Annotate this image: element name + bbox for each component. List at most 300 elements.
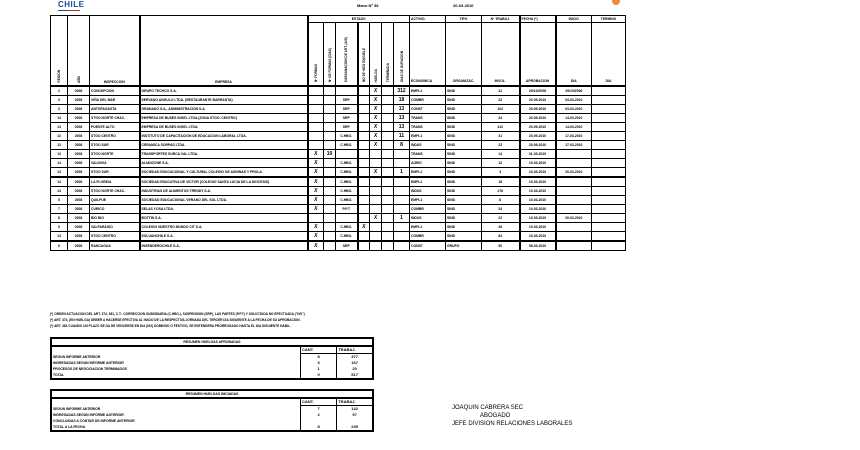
table-row bbox=[51, 196, 626, 205]
cell-anio: 2008 bbox=[68, 205, 90, 214]
cell-subs: C.HBO. bbox=[336, 159, 358, 168]
cell-empresa: INDUSTRIAS DE ALIMENTOS TRENDY S.A. bbox=[140, 187, 308, 196]
cell-formas: X bbox=[308, 177, 324, 187]
cell-anio: 2008 bbox=[68, 123, 90, 132]
cell-tipo: SIND bbox=[446, 150, 482, 159]
cell-aprobacion: 20-09-2010 bbox=[520, 132, 556, 141]
cell-region: 13 bbox=[51, 187, 68, 196]
table-row bbox=[51, 96, 626, 105]
cell-anio: 2008 bbox=[68, 86, 90, 96]
cell-subs: P.P.T bbox=[336, 205, 358, 214]
cell-huelga: X bbox=[370, 168, 382, 178]
cell-inspeccion: STGO NORTE CHAC. bbox=[90, 187, 140, 196]
cell-huelga bbox=[370, 177, 382, 187]
cell-actividad: TRANS bbox=[410, 150, 446, 159]
cell-region: 13 bbox=[51, 232, 68, 242]
cell-tipo: SIND bbox=[446, 141, 482, 150]
col-empresa: EMPRESA bbox=[140, 16, 308, 87]
cell-subs bbox=[336, 86, 358, 96]
cell-tipo: SIND bbox=[446, 196, 482, 205]
cell-inspeccion: STGO NORTE bbox=[90, 150, 140, 159]
cell-huelga bbox=[370, 196, 382, 205]
col-trabaj-top: Nº TRABAJ. bbox=[482, 16, 520, 23]
institution-logo-icon bbox=[612, 0, 620, 5]
cell-subs: C.HBO. bbox=[336, 187, 358, 196]
cell-inspeccion: VIÑA DEL MAR bbox=[90, 96, 140, 105]
cell-actividad: EMPL1 bbox=[410, 86, 446, 96]
cell-huelga bbox=[370, 241, 382, 251]
cell-duracion: 312 bbox=[394, 86, 410, 96]
cell-formas bbox=[308, 96, 324, 105]
cell-trabaj: 12 bbox=[482, 159, 520, 168]
cell-dias bbox=[324, 241, 336, 251]
cell-actividad: EMPL1 bbox=[410, 196, 446, 205]
cell-trabaj: 34 bbox=[482, 114, 520, 123]
summary-approved-title: RESUMEN HUELGAS APROBADAS bbox=[51, 338, 373, 346]
summary-cant: 3 bbox=[301, 360, 337, 366]
cell-dias bbox=[324, 123, 336, 132]
cell-tipo: SIND bbox=[446, 223, 482, 232]
cell-noexig bbox=[358, 241, 370, 251]
cell-duracion bbox=[394, 177, 410, 187]
cell-termino bbox=[592, 96, 626, 105]
cell-inicio: 14-03-2010 bbox=[556, 114, 592, 123]
cell-tipo: SIND bbox=[446, 232, 482, 242]
cell-dias bbox=[324, 232, 336, 242]
col-actividad-top: ACTIVID. bbox=[410, 16, 446, 23]
cell-actividad: COMBR bbox=[410, 96, 446, 105]
col-dias: Nº DE FORMAS (DIAS) bbox=[324, 23, 336, 87]
cell-inspeccion: PUENTE ALTO bbox=[90, 123, 140, 132]
cell-duracion bbox=[394, 159, 410, 168]
cell-dias bbox=[324, 196, 336, 205]
cell-anio: 2008 bbox=[68, 223, 90, 232]
table-row bbox=[51, 232, 626, 242]
col-inspeccion: INSPECCION bbox=[90, 16, 140, 87]
cell-termino bbox=[592, 132, 626, 141]
cell-termino bbox=[592, 196, 626, 205]
col-terminada: TERMINADA bbox=[382, 23, 394, 87]
summary-approved-table bbox=[50, 337, 374, 380]
cell-huelga: X bbox=[370, 214, 382, 223]
col-formas: Nº FORMAS bbox=[308, 23, 324, 87]
cell-formas: X bbox=[308, 159, 324, 168]
cell-term bbox=[382, 141, 394, 150]
cell-term bbox=[382, 132, 394, 141]
cell-noexig bbox=[358, 96, 370, 105]
cell-region: 3 bbox=[51, 105, 68, 114]
col-termino-top: TERMINO bbox=[592, 16, 626, 23]
cell-duracion bbox=[394, 223, 410, 232]
cell-term bbox=[382, 114, 394, 123]
cell-actividad: CONST bbox=[410, 241, 446, 251]
cell-trabaj: 3 bbox=[482, 168, 520, 178]
cell-actividad: EMPL1 bbox=[410, 177, 446, 187]
cell-term bbox=[382, 214, 394, 223]
cell-region: 14 bbox=[51, 159, 68, 168]
cell-aprobacion: 10-03-2010 bbox=[520, 205, 556, 214]
cell-anio: 2008 bbox=[68, 214, 90, 223]
cell-region: 5 bbox=[51, 223, 68, 232]
cell-inicio bbox=[556, 232, 592, 242]
cell-inicio bbox=[556, 223, 592, 232]
summary-trabaj: 97 bbox=[337, 412, 373, 418]
cell-termino bbox=[592, 86, 626, 96]
col-actividad: ECONOMICA bbox=[410, 23, 446, 87]
cell-subs: SRP bbox=[336, 123, 358, 132]
summary-label: SEGUN INFORME ANTERIOR bbox=[53, 354, 101, 359]
cell-noexig bbox=[358, 187, 370, 196]
footnote: (*) ORDEN ACTUACION DEL ART. 374, 381, C.T.: CORRECCION SUBSIDIARIA (C.HBO.), SUSPENSION (SRP), LAS PARTES (P.P.T) Y SOLICITADA NO EFECTUADA ("NO") bbox=[50, 312, 305, 316]
strikes-table bbox=[50, 15, 626, 251]
cell-termino bbox=[592, 232, 626, 242]
cell-actividad: TRANS bbox=[410, 123, 446, 132]
cell-aprobacion: 20-09-2010 bbox=[520, 123, 556, 132]
cell-region: 6 bbox=[51, 241, 68, 251]
col-aprobacion: APROBACION bbox=[520, 23, 556, 87]
cell-inspeccion: CONCEPCION bbox=[90, 86, 140, 96]
cell-subs: SRP bbox=[336, 105, 358, 114]
cell-huelga: X bbox=[370, 123, 382, 132]
cell-termino bbox=[592, 141, 626, 150]
cell-inspeccion: STGO CENTRO bbox=[90, 132, 140, 141]
cell-noexig bbox=[358, 86, 370, 96]
cell-empresa: ALIANZONE S.A. bbox=[140, 159, 308, 168]
cell-aprobacion: 10-03-2010 bbox=[520, 168, 556, 178]
summary-cant: 2 bbox=[301, 412, 337, 418]
cell-term bbox=[382, 105, 394, 114]
cell-dias bbox=[324, 168, 336, 178]
cell-tipo: SIND bbox=[446, 214, 482, 223]
cell-empresa: SOCIEDAD EDUCACIONAL Y CULTURAL COLEGIO DE ANDINAS Y PROLA. bbox=[140, 168, 308, 178]
cell-inicio bbox=[556, 187, 592, 196]
cell-duracion bbox=[394, 187, 410, 196]
col-subsanacion: SUBSANACION DE ART. (A/S) bbox=[336, 23, 358, 87]
cell-termino bbox=[592, 168, 626, 178]
cell-actividad: EMPL1 bbox=[410, 168, 446, 178]
cell-formas: X bbox=[308, 168, 324, 178]
cell-trabaj: 22 bbox=[482, 141, 520, 150]
cell-duracion bbox=[394, 241, 410, 251]
table-row bbox=[51, 159, 626, 168]
col-anio: AÑO bbox=[68, 16, 90, 87]
cell-anio: 2008 bbox=[68, 132, 90, 141]
cell-actividad: EMPL1 bbox=[410, 223, 446, 232]
summary-label: INGRESADAS SEGUN INFORME ANTERIOR bbox=[53, 413, 124, 417]
cell-duracion: 1 bbox=[394, 168, 410, 178]
summary-strikes-table bbox=[50, 389, 374, 432]
cell-empresa: INSTITUTO DE CAPACITACION DE EDUCACION LABORAL LTDA. bbox=[140, 132, 308, 141]
cell-noexig bbox=[358, 132, 370, 141]
cell-inspeccion: STGO SUR bbox=[90, 168, 140, 178]
table-row bbox=[51, 241, 626, 251]
cell-noexig bbox=[358, 205, 370, 214]
cell-noexig: X bbox=[358, 223, 370, 232]
cell-noexig bbox=[358, 114, 370, 123]
col-group-estado: ESTADO bbox=[308, 16, 410, 23]
table-row bbox=[51, 223, 626, 232]
cell-noexig bbox=[358, 177, 370, 187]
cell-subs: SRP bbox=[336, 114, 358, 123]
cell-region: 13 bbox=[51, 114, 68, 123]
summary-cant: 8 bbox=[301, 424, 337, 431]
cell-term bbox=[382, 205, 394, 214]
cell-aprobacion: 20-09-2010 bbox=[520, 141, 556, 150]
cell-inicio bbox=[556, 196, 592, 205]
cell-dias bbox=[324, 159, 336, 168]
summary-trabaj: 517 bbox=[337, 372, 373, 379]
document-date: 20-03-2010 bbox=[453, 3, 474, 8]
cell-formas bbox=[308, 132, 324, 141]
cell-dias bbox=[324, 96, 336, 105]
table-row bbox=[51, 168, 626, 178]
cell-huelga bbox=[370, 187, 382, 196]
cell-anio: 2008 bbox=[68, 232, 90, 242]
cell-inicio bbox=[556, 205, 592, 214]
cell-formas: X bbox=[308, 205, 324, 214]
logo-flag-bar bbox=[58, 10, 80, 11]
cell-aprobacion: 10-03-2010 bbox=[520, 159, 556, 168]
cell-dias bbox=[324, 177, 336, 187]
col-fecha-top: FECHA (*) bbox=[520, 16, 556, 23]
cell-formas bbox=[308, 114, 324, 123]
cell-trabaj: 412 bbox=[482, 123, 520, 132]
cell-dias bbox=[324, 214, 336, 223]
cell-inicio: 20-03-2010 bbox=[556, 168, 592, 178]
signer-position: JEFE DIVISION RELACIONES LABORALES bbox=[452, 421, 573, 427]
cell-formas bbox=[308, 123, 324, 132]
cell-term bbox=[382, 159, 394, 168]
table-row bbox=[51, 105, 626, 114]
cell-aprobacion: 10-03-2010 bbox=[520, 214, 556, 223]
cell-region: 13 bbox=[51, 132, 68, 141]
cell-termino bbox=[592, 214, 626, 223]
cell-actividad: COMBR bbox=[410, 232, 446, 242]
cell-formas: X bbox=[308, 223, 324, 232]
cell-inspeccion: RANCAGUA bbox=[90, 241, 140, 251]
cell-trabaj: 102 bbox=[482, 105, 520, 114]
cell-anio: 2008 bbox=[68, 177, 90, 187]
cell-duracion: 13 bbox=[394, 114, 410, 123]
cell-tipo: SIND bbox=[446, 205, 482, 214]
cell-formas: X bbox=[308, 150, 324, 159]
col-region: REGION bbox=[51, 16, 68, 87]
cell-term bbox=[382, 168, 394, 178]
cell-inicio: 03-03-2010 bbox=[556, 105, 592, 114]
summary-strikes-cant-header: CANT. bbox=[301, 398, 337, 406]
cell-term bbox=[382, 241, 394, 251]
cell-aprobacion: 01-03-2010 bbox=[520, 150, 556, 159]
cell-term bbox=[382, 187, 394, 196]
cell-tipo: SIND bbox=[446, 123, 482, 132]
cell-tipo: SIND bbox=[446, 132, 482, 141]
cell-anio: 2008 bbox=[68, 187, 90, 196]
cell-dias bbox=[324, 86, 336, 96]
cell-anio: 2008 bbox=[68, 159, 90, 168]
cell-tipo: SIND bbox=[446, 159, 482, 168]
cell-aprobacion: 08-03-2010 bbox=[520, 241, 556, 251]
cell-actividad: AGRIC bbox=[410, 159, 446, 168]
summary-trabaj: 167 bbox=[337, 360, 373, 366]
cell-dias bbox=[324, 132, 336, 141]
cell-inicio bbox=[556, 177, 592, 187]
cell-actividad: EMPL1 bbox=[410, 132, 446, 141]
summary-cant: 8 bbox=[301, 354, 337, 361]
cell-inspeccion: STGO CENTRO bbox=[90, 232, 140, 242]
cell-region: 13 bbox=[51, 123, 68, 132]
cell-formas bbox=[308, 86, 324, 96]
table-row bbox=[51, 114, 626, 123]
cell-empresa: SOCIEDAD EDUCACIONAL VERANO DEL SOL LTDA. bbox=[140, 196, 308, 205]
cell-inspeccion: QUILPUE bbox=[90, 196, 140, 205]
cell-noexig bbox=[358, 123, 370, 132]
summary-label: TOTAL bbox=[53, 373, 64, 377]
cell-region: 13 bbox=[51, 150, 68, 159]
summary-cant: 1 bbox=[301, 366, 337, 372]
cell-region: 2 bbox=[51, 86, 68, 96]
cell-trabaj: 14 bbox=[482, 150, 520, 159]
cell-huelga bbox=[370, 159, 382, 168]
summary-label: SEGUN INFORME ANTERIOR bbox=[53, 406, 101, 411]
cell-termino bbox=[592, 223, 626, 232]
cell-duracion bbox=[394, 232, 410, 242]
cell-aprobacion: 10-03-2010 bbox=[520, 196, 556, 205]
cell-inspeccion: STGO SUR bbox=[90, 141, 140, 150]
cell-huelga: X bbox=[370, 86, 382, 96]
cell-term bbox=[382, 196, 394, 205]
cell-formas bbox=[308, 105, 324, 114]
cell-anio: 2008 bbox=[68, 196, 90, 205]
table-row bbox=[51, 123, 626, 132]
cell-aprobacion: 20-09-2010 bbox=[520, 96, 556, 105]
cell-duracion: 18 bbox=[394, 96, 410, 105]
cell-inicio bbox=[556, 159, 592, 168]
cell-inspeccion: VALPARAISO bbox=[90, 223, 140, 232]
cell-subs: SRP bbox=[336, 96, 358, 105]
summary-cant: 0 bbox=[301, 372, 337, 379]
col-trabaj: INVOL. bbox=[482, 23, 520, 87]
cell-termino bbox=[592, 105, 626, 114]
col-tipo-top: TIPO bbox=[446, 16, 482, 23]
cell-termino bbox=[592, 205, 626, 214]
cell-termino bbox=[592, 123, 626, 132]
cell-inspeccion: ANTOFAGASTA bbox=[90, 105, 140, 114]
cell-term bbox=[382, 96, 394, 105]
cell-termino bbox=[592, 187, 626, 196]
cell-empresa: SOCIEDAD EDUCATIVA DE VICTOR (COLEGIO SANTA LUCIA DE LA DIOCESIS) bbox=[140, 177, 308, 187]
table-row bbox=[51, 205, 626, 214]
table-row bbox=[51, 141, 626, 150]
cell-subs: C.HBO. bbox=[336, 196, 358, 205]
cell-region: 13 bbox=[51, 168, 68, 178]
cell-trabaj: 18 bbox=[482, 177, 520, 187]
cell-tipo: GRUPO bbox=[446, 241, 482, 251]
cell-duracion: 8 bbox=[394, 141, 410, 150]
cell-dias: 10 bbox=[324, 150, 336, 159]
cell-trabaj: 176 bbox=[482, 187, 520, 196]
cell-subs: C.HBO. bbox=[336, 168, 358, 178]
cell-trabaj: 24 bbox=[482, 205, 520, 214]
cell-noexig bbox=[358, 196, 370, 205]
cell-anio: 2008 bbox=[68, 150, 90, 159]
cell-inspeccion: CURICO bbox=[90, 205, 140, 214]
cell-inspeccion: VALDIVIA bbox=[90, 159, 140, 168]
cell-subs bbox=[336, 214, 358, 223]
cell-subs: C.HBO. bbox=[336, 132, 358, 141]
cell-term bbox=[382, 223, 394, 232]
chile-logo bbox=[58, 0, 85, 11]
cell-aprobacion: 10-03-2010 bbox=[520, 232, 556, 242]
col-termino: DIA bbox=[592, 23, 626, 87]
cell-region: 5 bbox=[51, 196, 68, 205]
cell-duracion: 11 bbox=[394, 132, 410, 141]
cell-duracion bbox=[394, 196, 410, 205]
cell-tipo: SIND bbox=[446, 105, 482, 114]
cell-duracion: 13 bbox=[394, 123, 410, 132]
col-tipo: ORGANIZAC. bbox=[446, 23, 482, 87]
cell-noexig bbox=[358, 141, 370, 150]
cell-inicio: 14-03-2010 bbox=[556, 123, 592, 132]
cell-region: 13 bbox=[51, 141, 68, 150]
cell-inspeccion: LA FLORIDA bbox=[90, 177, 140, 187]
cell-duracion bbox=[394, 205, 410, 214]
cell-formas: X bbox=[308, 196, 324, 205]
cell-actividad: INDUS bbox=[410, 214, 446, 223]
cell-empresa: INGENDEROCHILE S.A. bbox=[140, 241, 308, 251]
cell-aprobacion: 10-03-2010 bbox=[520, 177, 556, 187]
cell-anio: 2008 bbox=[68, 105, 90, 114]
cell-huelga bbox=[370, 223, 382, 232]
cell-empresa: EMPRESA DE BUSES INGEL LTDA.(ZONA STGO. CENTRO) bbox=[140, 114, 308, 123]
cell-inspeccion: STGO NORTE CHAC. bbox=[90, 114, 140, 123]
summary-cant: 7 bbox=[301, 406, 337, 413]
cell-noexig bbox=[358, 168, 370, 178]
summary-label: TOTAL A LA FECHA bbox=[53, 425, 86, 429]
cell-termino bbox=[592, 177, 626, 187]
summary-label: INGRESADAS SEGUN INFORME ANTERIOR bbox=[53, 361, 124, 365]
cell-term bbox=[382, 232, 394, 242]
cell-dias bbox=[324, 141, 336, 150]
cell-region: 3 bbox=[51, 96, 68, 105]
table-row bbox=[51, 214, 626, 223]
footnotes bbox=[50, 311, 305, 329]
cell-dias bbox=[324, 114, 336, 123]
cell-termino bbox=[592, 150, 626, 159]
cell-region: 13 bbox=[51, 177, 68, 187]
signature-block bbox=[452, 404, 572, 428]
cell-region: 7 bbox=[51, 205, 68, 214]
footnote: (*) ART. 374, (EN HUELGA) DEBER A HACERSE EFECTIVA AL INICIO DE LA RESPECTIVA JORNADA DEL TERCER DIA SIGUIENTE A LA FECHA DE SU APROBACION. bbox=[50, 318, 301, 322]
col-inicio-top: INICIO bbox=[556, 16, 592, 23]
cell-termino bbox=[592, 114, 626, 123]
cell-inicio: 03-03-2010 bbox=[556, 96, 592, 105]
cell-region: 8 bbox=[51, 214, 68, 223]
cell-duracion: 1 bbox=[394, 214, 410, 223]
cell-aprobacion: 10-03-2010 bbox=[520, 187, 556, 196]
cell-empresa: TRANSPORTES SURCA VAL LTDA. bbox=[140, 150, 308, 159]
cell-subs: C.HBO. bbox=[336, 141, 358, 150]
cell-empresa: SOLUANCHILE S.A. bbox=[140, 232, 308, 242]
cell-huelga: X bbox=[370, 132, 382, 141]
cell-term bbox=[382, 177, 394, 187]
cell-formas: X bbox=[308, 241, 324, 251]
summary-strikes-trabaj-header: TRABAJ. bbox=[337, 398, 373, 406]
cell-term bbox=[382, 123, 394, 132]
table-row bbox=[51, 132, 626, 141]
cell-tipo: SIND bbox=[446, 187, 482, 196]
table-row bbox=[51, 150, 626, 159]
cell-formas bbox=[308, 214, 324, 223]
